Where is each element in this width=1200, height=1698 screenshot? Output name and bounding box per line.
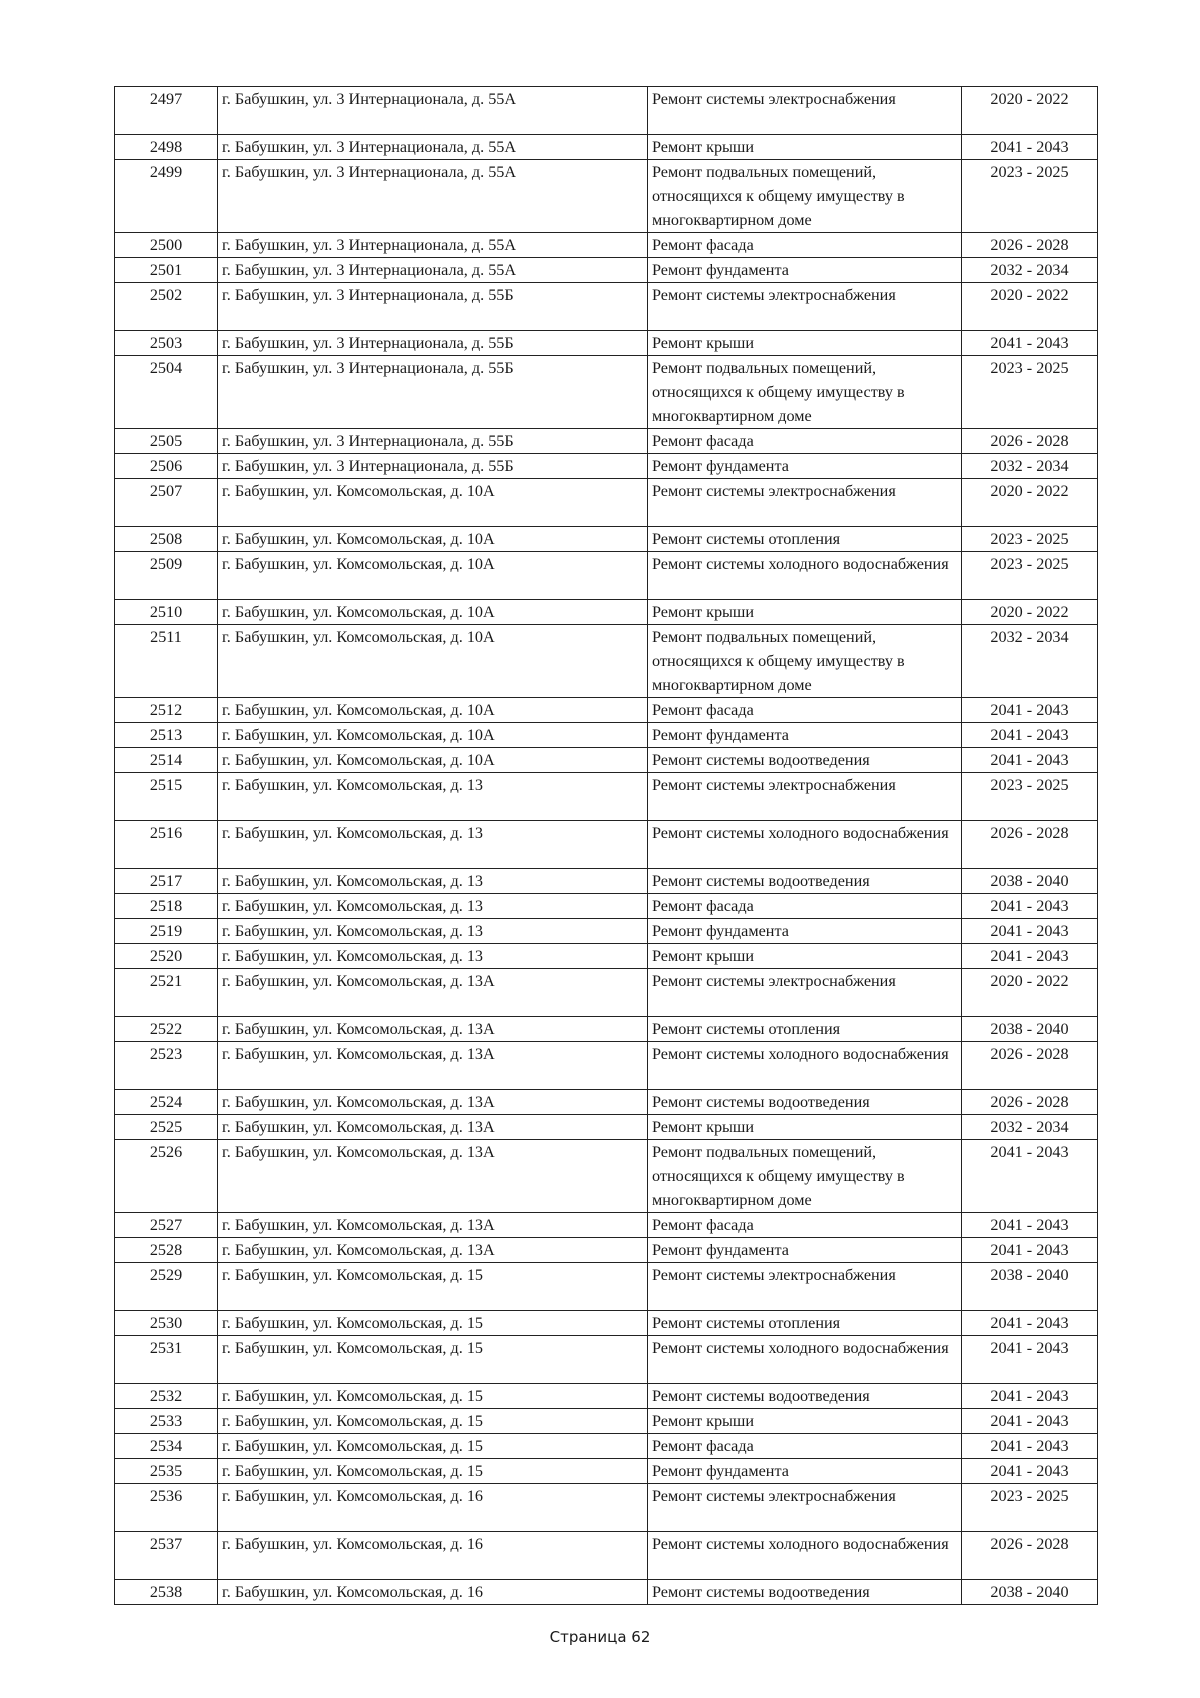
row-number: 2529 <box>115 1263 218 1311</box>
row-period: 2041 - 2043 <box>962 1213 1098 1238</box>
row-work-type: Ремонт системы водоотведения <box>648 869 962 894</box>
row-period: 2023 - 2025 <box>962 527 1098 552</box>
row-number: 2532 <box>115 1384 218 1409</box>
row-work-type: Ремонт системы электроснабжения <box>648 969 962 1017</box>
row-number: 2524 <box>115 1090 218 1115</box>
row-work-type: Ремонт крыши <box>648 1409 962 1434</box>
table-row <box>115 969 1098 1017</box>
row-period: 2023 - 2025 <box>962 160 1098 233</box>
row-period: 2023 - 2025 <box>962 356 1098 429</box>
row-address: г. Бабушкин, ул. Комсомольская, д. 15 <box>218 1384 648 1409</box>
row-period: 2026 - 2028 <box>962 1090 1098 1115</box>
table-row <box>115 1140 1098 1213</box>
row-number: 2498 <box>115 135 218 160</box>
row-work-type: Ремонт системы холодного водоснабжения <box>648 1532 962 1580</box>
table-body <box>115 87 1098 1605</box>
row-period: 2041 - 2043 <box>962 748 1098 773</box>
row-number: 2506 <box>115 454 218 479</box>
row-address: г. Бабушкин, ул. Комсомольская, д. 10А <box>218 625 648 698</box>
row-period: 2041 - 2043 <box>962 1434 1098 1459</box>
row-work-type: Ремонт подвальных помещений, относящихся к общему имуществу в многоквартирном доме <box>648 160 962 233</box>
row-address: г. Бабушкин, ул. Комсомольская, д. 15 <box>218 1434 648 1459</box>
row-address: г. Бабушкин, ул. Комсомольская, д. 13 <box>218 821 648 869</box>
row-period: 2041 - 2043 <box>962 698 1098 723</box>
table-row <box>115 1263 1098 1311</box>
table-row <box>115 1434 1098 1459</box>
row-number: 2533 <box>115 1409 218 1434</box>
row-number: 2535 <box>115 1459 218 1484</box>
row-address: г. Бабушкин, ул. Комсомольская, д. 13 <box>218 869 648 894</box>
page-number: Страница 62 <box>549 1628 651 1646</box>
table-row <box>115 1090 1098 1115</box>
row-period: 2038 - 2040 <box>962 1580 1098 1605</box>
row-period: 2041 - 2043 <box>962 894 1098 919</box>
row-period: 2032 - 2034 <box>962 258 1098 283</box>
row-period: 2041 - 2043 <box>962 1384 1098 1409</box>
row-address: г. Бабушкин, ул. Комсомольская, д. 10А <box>218 748 648 773</box>
row-work-type: Ремонт фасада <box>648 1213 962 1238</box>
row-period: 2038 - 2040 <box>962 1017 1098 1042</box>
row-number: 2518 <box>115 894 218 919</box>
row-period: 2032 - 2034 <box>962 1115 1098 1140</box>
row-work-type: Ремонт фундамента <box>648 454 962 479</box>
table-row <box>115 160 1098 233</box>
row-period: 2023 - 2025 <box>962 773 1098 821</box>
row-number: 2500 <box>115 233 218 258</box>
table-row <box>115 748 1098 773</box>
row-address: г. Бабушкин, ул. Комсомольская, д. 13А <box>218 1213 648 1238</box>
row-work-type: Ремонт фасада <box>648 233 962 258</box>
row-period: 2041 - 2043 <box>962 1336 1098 1384</box>
row-number: 2510 <box>115 600 218 625</box>
row-work-type: Ремонт фундамента <box>648 919 962 944</box>
row-work-type: Ремонт системы водоотведения <box>648 1384 962 1409</box>
row-number: 2515 <box>115 773 218 821</box>
row-address: г. Бабушкин, ул. Комсомольская, д. 13А <box>218 1140 648 1213</box>
row-number: 2537 <box>115 1532 218 1580</box>
row-period: 2020 - 2022 <box>962 479 1098 527</box>
table-row <box>115 600 1098 625</box>
row-work-type: Ремонт подвальных помещений, относящихся к общему имуществу в многоквартирном доме <box>648 625 962 698</box>
row-period: 2041 - 2043 <box>962 723 1098 748</box>
row-number: 2522 <box>115 1017 218 1042</box>
row-number: 2509 <box>115 552 218 600</box>
table-row <box>115 869 1098 894</box>
row-address: г. Бабушкин, ул. Комсомольская, д. 10А <box>218 723 648 748</box>
row-work-type: Ремонт системы электроснабжения <box>648 479 962 527</box>
table-row <box>115 356 1098 429</box>
row-period: 2023 - 2025 <box>962 1484 1098 1532</box>
row-work-type: Ремонт системы водоотведения <box>648 748 962 773</box>
row-work-type: Ремонт системы отопления <box>648 1017 962 1042</box>
table-row <box>115 821 1098 869</box>
row-number: 2505 <box>115 429 218 454</box>
table-row <box>115 479 1098 527</box>
row-address: г. Бабушкин, ул. Комсомольская, д. 15 <box>218 1311 648 1336</box>
row-period: 2032 - 2034 <box>962 454 1098 479</box>
row-address: г. Бабушкин, ул. Комсомольская, д. 16 <box>218 1580 648 1605</box>
row-period: 2032 - 2034 <box>962 625 1098 698</box>
row-number: 2531 <box>115 1336 218 1384</box>
row-work-type: Ремонт системы электроснабжения <box>648 1263 962 1311</box>
row-number: 2502 <box>115 283 218 331</box>
table-row <box>115 1017 1098 1042</box>
row-number: 2534 <box>115 1434 218 1459</box>
row-period: 2041 - 2043 <box>962 1409 1098 1434</box>
row-work-type: Ремонт подвальных помещений, относящихся к общему имуществу в многоквартирном доме <box>648 1140 962 1213</box>
table-row <box>115 1336 1098 1384</box>
row-work-type: Ремонт фундамента <box>648 1459 962 1484</box>
table-row <box>115 552 1098 600</box>
table-row <box>115 919 1098 944</box>
row-period: 2023 - 2025 <box>962 552 1098 600</box>
row-number: 2517 <box>115 869 218 894</box>
table-row <box>115 1213 1098 1238</box>
row-address: г. Бабушкин, ул. 3 Интернационала, д. 55Б <box>218 283 648 331</box>
row-address: г. Бабушкин, ул. Комсомольская, д. 13А <box>218 1017 648 1042</box>
row-number: 2536 <box>115 1484 218 1532</box>
row-address: г. Бабушкин, ул. Комсомольская, д. 13А <box>218 1115 648 1140</box>
row-work-type: Ремонт фундамента <box>648 1238 962 1263</box>
table-row <box>115 1115 1098 1140</box>
table-row <box>115 283 1098 331</box>
row-address: г. Бабушкин, ул. Комсомольская, д. 10А <box>218 698 648 723</box>
row-number: 2519 <box>115 919 218 944</box>
table-row <box>115 258 1098 283</box>
row-address: г. Бабушкин, ул. Комсомольская, д. 13 <box>218 894 648 919</box>
row-address: г. Бабушкин, ул. Комсомольская, д. 10А <box>218 552 648 600</box>
row-period: 2041 - 2043 <box>962 135 1098 160</box>
table-row <box>115 625 1098 698</box>
row-period: 2038 - 2040 <box>962 1263 1098 1311</box>
repair-schedule-table <box>114 86 1098 1605</box>
table-row <box>115 773 1098 821</box>
row-address: г. Бабушкин, ул. 3 Интернационала, д. 55А <box>218 135 648 160</box>
table-row <box>115 1409 1098 1434</box>
row-work-type: Ремонт крыши <box>648 600 962 625</box>
row-number: 2527 <box>115 1213 218 1238</box>
row-address: г. Бабушкин, ул. 3 Интернационала, д. 55А <box>218 233 648 258</box>
row-address: г. Бабушкин, ул. Комсомольская, д. 15 <box>218 1409 648 1434</box>
row-address: г. Бабушкин, ул. Комсомольская, д. 10А <box>218 527 648 552</box>
row-number: 2526 <box>115 1140 218 1213</box>
row-address: г. Бабушкин, ул. Комсомольская, д. 13А <box>218 1042 648 1090</box>
row-number: 2512 <box>115 698 218 723</box>
row-number: 2523 <box>115 1042 218 1090</box>
table-row <box>115 1384 1098 1409</box>
row-number: 2538 <box>115 1580 218 1605</box>
row-period: 2026 - 2028 <box>962 821 1098 869</box>
row-address: г. Бабушкин, ул. Комсомольская, д. 15 <box>218 1459 648 1484</box>
table-row <box>115 1459 1098 1484</box>
row-address: г. Бабушкин, ул. Комсомольская, д. 13 <box>218 919 648 944</box>
row-work-type: Ремонт системы отопления <box>648 1311 962 1336</box>
table-row <box>115 233 1098 258</box>
row-period: 2041 - 2043 <box>962 944 1098 969</box>
row-number: 2504 <box>115 356 218 429</box>
row-address: г. Бабушкин, ул. Комсомольская, д. 13А <box>218 1090 648 1115</box>
row-work-type: Ремонт фасада <box>648 1434 962 1459</box>
row-number: 2514 <box>115 748 218 773</box>
table-row <box>115 1238 1098 1263</box>
row-address: г. Бабушкин, ул. Комсомольская, д. 13 <box>218 773 648 821</box>
row-work-type: Ремонт системы электроснабжения <box>648 87 962 135</box>
table-row <box>115 454 1098 479</box>
row-number: 2497 <box>115 87 218 135</box>
row-period: 2020 - 2022 <box>962 600 1098 625</box>
row-period: 2026 - 2028 <box>962 1042 1098 1090</box>
table-row <box>115 1532 1098 1580</box>
row-work-type: Ремонт системы электроснабжения <box>648 773 962 821</box>
row-work-type: Ремонт системы холодного водоснабжения <box>648 552 962 600</box>
row-period: 2020 - 2022 <box>962 969 1098 1017</box>
row-period: 2038 - 2040 <box>962 869 1098 894</box>
row-work-type: Ремонт крыши <box>648 944 962 969</box>
row-work-type: Ремонт фасада <box>648 894 962 919</box>
table-row <box>115 1042 1098 1090</box>
row-number: 2525 <box>115 1115 218 1140</box>
row-period: 2026 - 2028 <box>962 1532 1098 1580</box>
row-period: 2041 - 2043 <box>962 1459 1098 1484</box>
row-address: г. Бабушкин, ул. 3 Интернационала, д. 55Б <box>218 454 648 479</box>
row-work-type: Ремонт системы холодного водоснабжения <box>648 1336 962 1384</box>
row-number: 2520 <box>115 944 218 969</box>
row-period: 2041 - 2043 <box>962 1140 1098 1213</box>
table-row <box>115 1311 1098 1336</box>
row-work-type: Ремонт системы электроснабжения <box>648 1484 962 1532</box>
row-number: 2530 <box>115 1311 218 1336</box>
row-number: 2503 <box>115 331 218 356</box>
row-period: 2020 - 2022 <box>962 283 1098 331</box>
table-row <box>115 698 1098 723</box>
row-work-type: Ремонт системы электроснабжения <box>648 283 962 331</box>
row-work-type: Ремонт крыши <box>648 331 962 356</box>
row-work-type: Ремонт системы отопления <box>648 527 962 552</box>
table-row <box>115 331 1098 356</box>
row-period: 2026 - 2028 <box>962 429 1098 454</box>
row-number: 2513 <box>115 723 218 748</box>
row-address: г. Бабушкин, ул. Комсомольская, д. 10А <box>218 600 648 625</box>
table-row <box>115 944 1098 969</box>
row-work-type: Ремонт фасада <box>648 698 962 723</box>
row-number: 2528 <box>115 1238 218 1263</box>
row-work-type: Ремонт крыши <box>648 1115 962 1140</box>
table-row <box>115 429 1098 454</box>
row-period: 2041 - 2043 <box>962 919 1098 944</box>
table-row <box>115 87 1098 135</box>
row-number: 2501 <box>115 258 218 283</box>
row-work-type: Ремонт фундамента <box>648 258 962 283</box>
row-address: г. Бабушкин, ул. Комсомольская, д. 15 <box>218 1263 648 1311</box>
row-work-type: Ремонт системы водоотведения <box>648 1090 962 1115</box>
table-row <box>115 1484 1098 1532</box>
row-work-type: Ремонт системы водоотведения <box>648 1580 962 1605</box>
table-row <box>115 1580 1098 1605</box>
row-work-type: Ремонт системы холодного водоснабжения <box>648 1042 962 1090</box>
row-address: г. Бабушкин, ул. Комсомольская, д. 15 <box>218 1336 648 1384</box>
row-address: г. Бабушкин, ул. Комсомольская, д. 13А <box>218 1238 648 1263</box>
row-number: 2511 <box>115 625 218 698</box>
table-row <box>115 723 1098 748</box>
row-address: г. Бабушкин, ул. Комсомольская, д. 10А <box>218 479 648 527</box>
row-address: г. Бабушкин, ул. 3 Интернационала, д. 55Б <box>218 331 648 356</box>
table-row <box>115 527 1098 552</box>
row-work-type: Ремонт подвальных помещений, относящихся к общему имуществу в многоквартирном доме <box>648 356 962 429</box>
row-address: г. Бабушкин, ул. Комсомольская, д. 16 <box>218 1484 648 1532</box>
row-period: 2041 - 2043 <box>962 331 1098 356</box>
row-address: г. Бабушкин, ул. Комсомольская, д. 16 <box>218 1532 648 1580</box>
row-number: 2508 <box>115 527 218 552</box>
table-row <box>115 135 1098 160</box>
row-address: г. Бабушкин, ул. 3 Интернационала, д. 55Б <box>218 429 648 454</box>
row-number: 2516 <box>115 821 218 869</box>
table-row <box>115 894 1098 919</box>
row-address: г. Бабушкин, ул. 3 Интернационала, д. 55А <box>218 258 648 283</box>
row-number: 2507 <box>115 479 218 527</box>
row-address: г. Бабушкин, ул. 3 Интернационала, д. 55А <box>218 87 648 135</box>
row-address: г. Бабушкин, ул. 3 Интернационала, д. 55А <box>218 160 648 233</box>
row-number: 2499 <box>115 160 218 233</box>
row-work-type: Ремонт фасада <box>648 429 962 454</box>
row-address: г. Бабушкин, ул. 3 Интернационала, д. 55Б <box>218 356 648 429</box>
row-number: 2521 <box>115 969 218 1017</box>
row-period: 2041 - 2043 <box>962 1311 1098 1336</box>
row-work-type: Ремонт крыши <box>648 135 962 160</box>
row-period: 2041 - 2043 <box>962 1238 1098 1263</box>
row-work-type: Ремонт фундамента <box>648 723 962 748</box>
row-period: 2026 - 2028 <box>962 233 1098 258</box>
row-address: г. Бабушкин, ул. Комсомольская, д. 13 <box>218 944 648 969</box>
row-address: г. Бабушкин, ул. Комсомольская, д. 13А <box>218 969 648 1017</box>
row-work-type: Ремонт системы холодного водоснабжения <box>648 821 962 869</box>
row-period: 2020 - 2022 <box>962 87 1098 135</box>
